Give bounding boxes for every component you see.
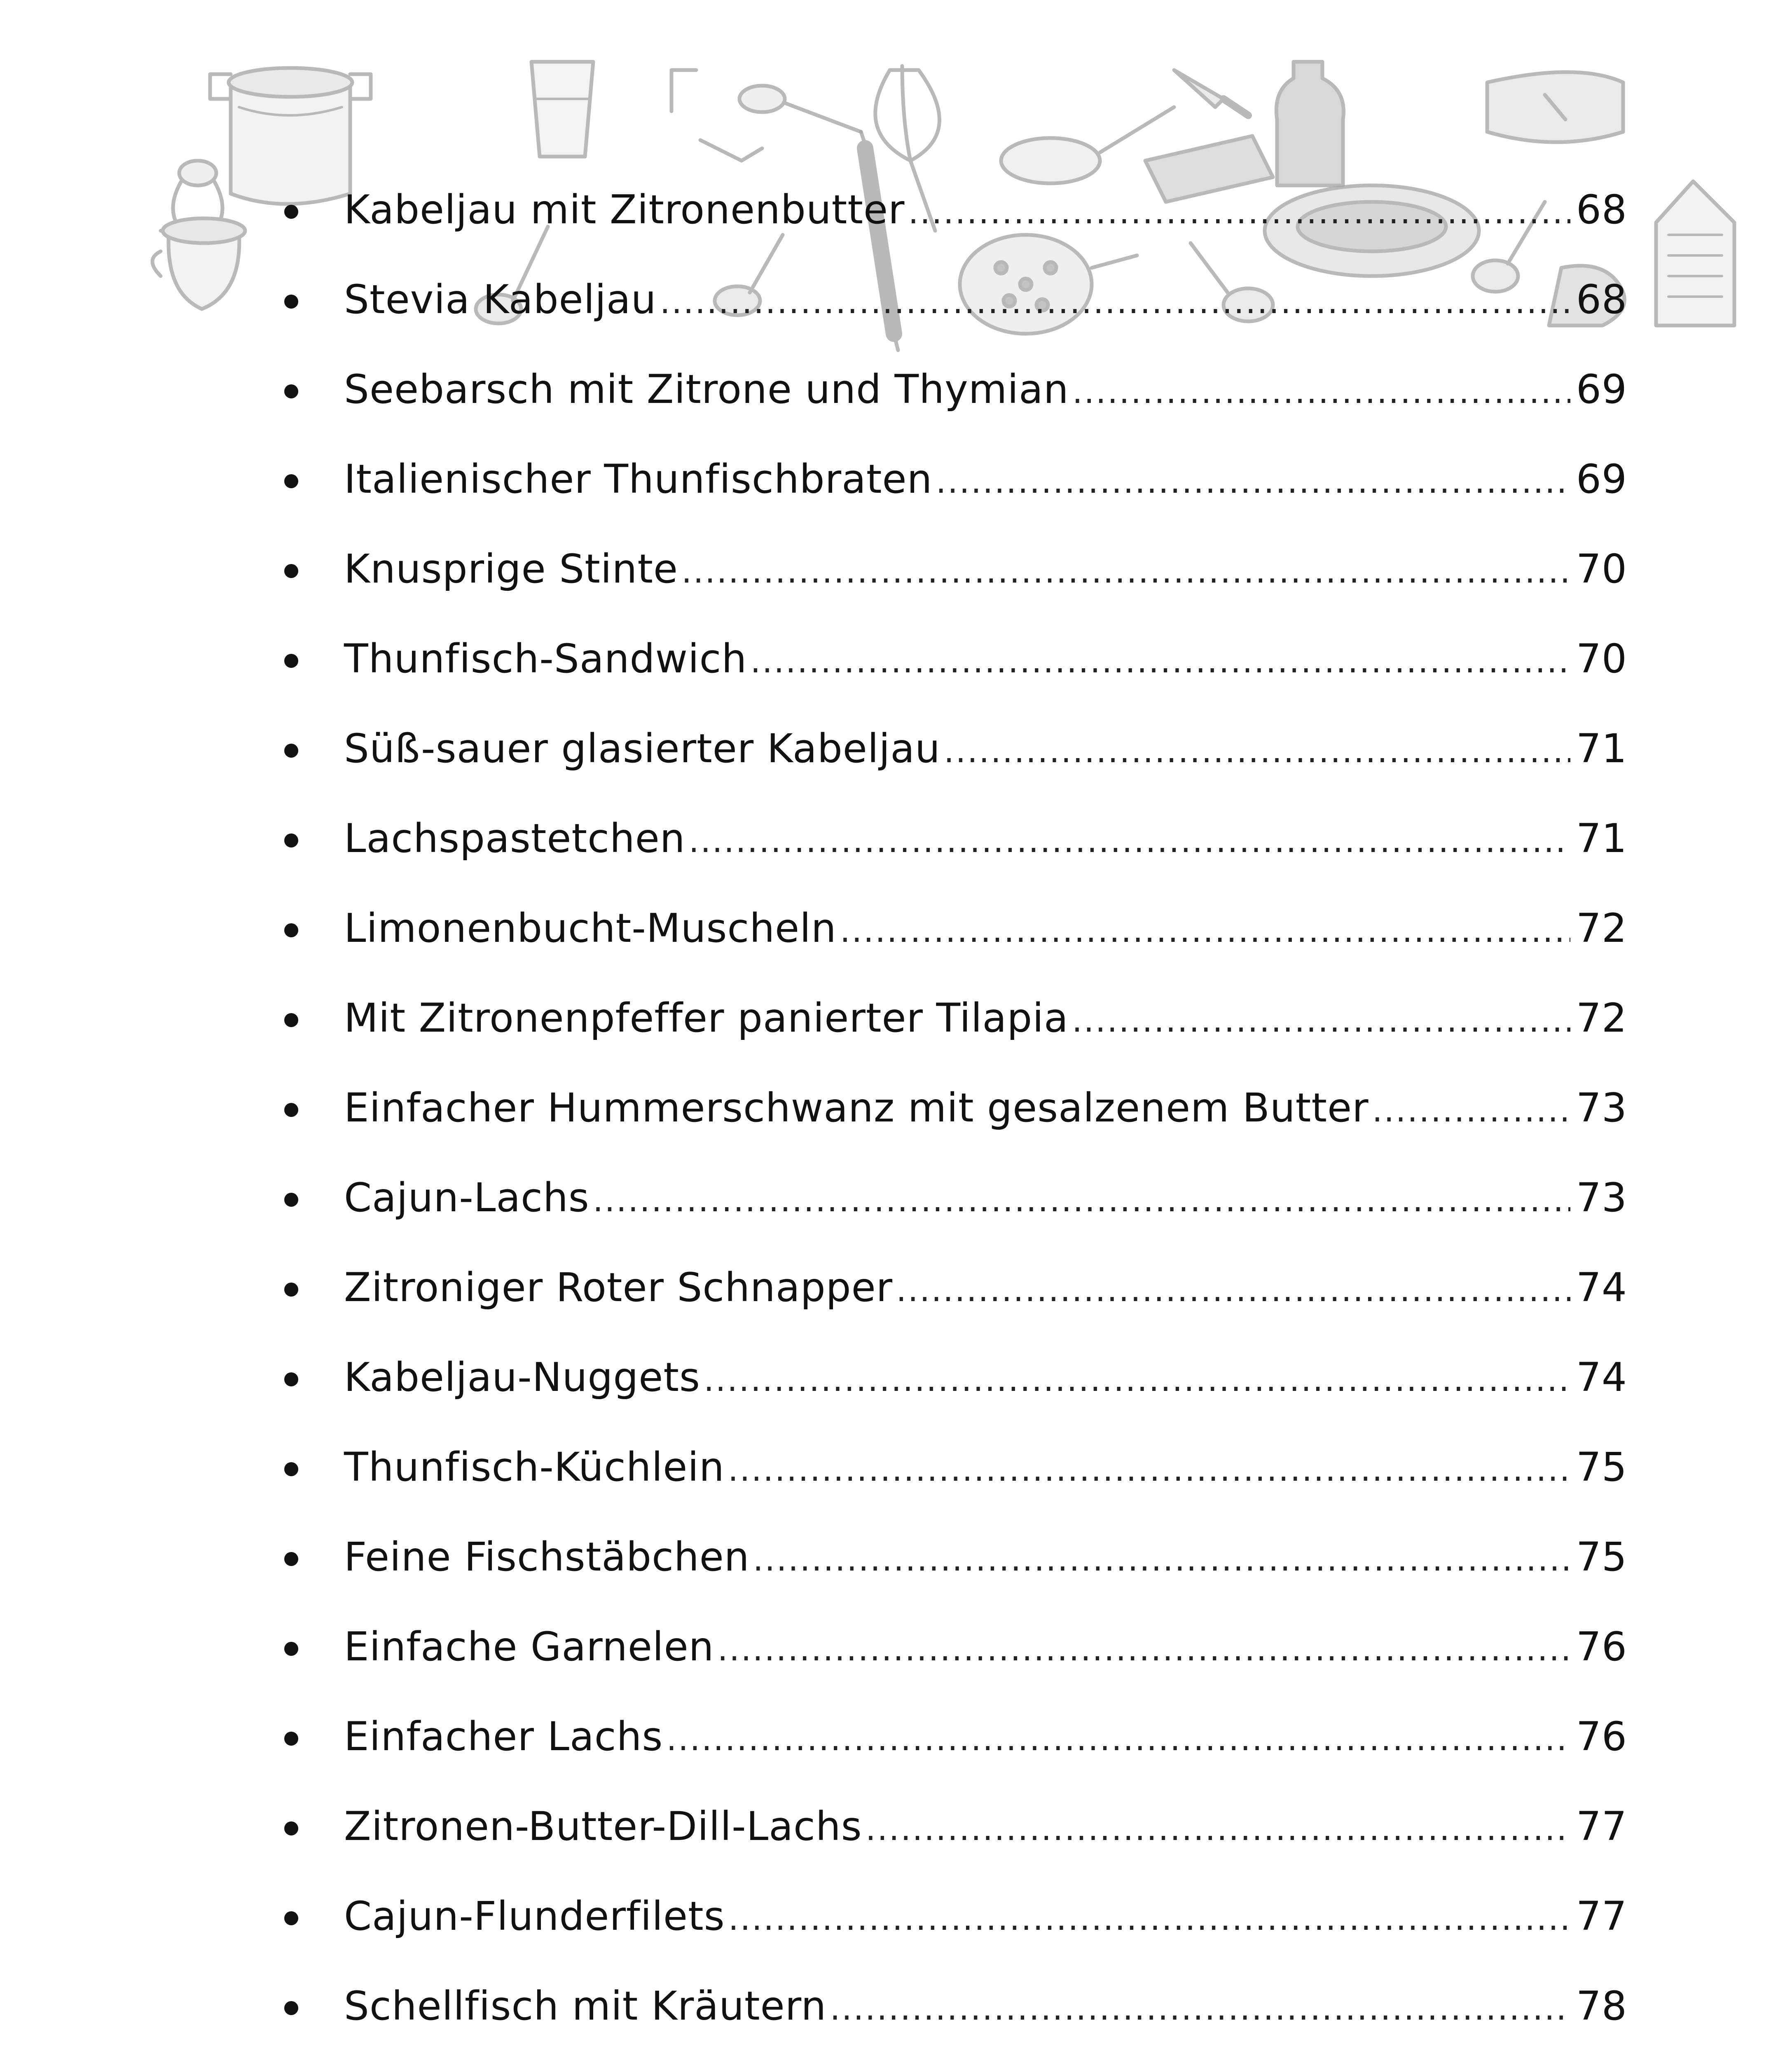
bullet-icon (284, 833, 298, 847)
toc-entry-page: 71 (1576, 726, 1627, 772)
toc-entry[interactable] (268, 1512, 1627, 1602)
toc-entry-title[interactable]: Seebarsch mit Zitrone und Thymian (344, 366, 1069, 412)
toc-entry-page: 77 (1576, 1893, 1627, 1939)
toc-entry[interactable] (268, 255, 1627, 344)
toc-entry-title[interactable]: Feine Fischstäbchen (344, 1534, 750, 1580)
toc-entry[interactable] (268, 883, 1627, 973)
toc-entry[interactable] (268, 614, 1627, 704)
toc-entry-page: 76 (1576, 1624, 1627, 1670)
cake-ring-icon (1487, 72, 1623, 142)
toc-entry[interactable] (268, 344, 1627, 434)
toc-entry-title[interactable]: Schellfisch mit Kräutern (344, 1983, 827, 2029)
bullet-icon (284, 2001, 298, 2015)
bullet-icon (284, 1821, 298, 1835)
toc-entry-title[interactable]: Zitroniger Roter Schnapper (344, 1264, 893, 1311)
bullet-icon (284, 1193, 298, 1207)
toc-entry-page: 75 (1576, 1444, 1627, 1490)
toc-entry-title[interactable]: Limonenbucht-Muscheln (344, 905, 837, 951)
toc-entry[interactable] (268, 1781, 1627, 1871)
toc-entry-page: 74 (1576, 1264, 1627, 1311)
toc-entry[interactable] (268, 1692, 1627, 1781)
toc-leader-dots (704, 1363, 1570, 1396)
bullet-icon (284, 474, 298, 488)
toc-entry-page: 69 (1576, 366, 1627, 412)
bullet-icon (284, 744, 298, 758)
bullet-icon (284, 1642, 298, 1656)
grater-icon (1656, 181, 1734, 325)
toc-entry-page: 68 (1576, 276, 1627, 323)
toc-entry-title[interactable]: Thunfisch-Sandwich (344, 636, 747, 682)
toc-entry-title[interactable]: Kabeljau mit Zitronenbutter (344, 187, 905, 233)
toc-entry[interactable] (268, 2051, 1627, 2060)
toc-leader-dots (753, 1543, 1570, 1576)
toc-leader-dots (750, 645, 1570, 678)
toc-leader-dots (944, 735, 1570, 768)
bullet-icon (284, 564, 298, 578)
toc-leader-dots (1372, 1094, 1570, 1127)
toc-entry-page: 72 (1576, 905, 1627, 951)
toc-entry-title[interactable]: Einfache Garnelen (344, 1624, 714, 1670)
toc-entry-title[interactable]: Einfacher Hummerschwanz mit gesalzenem Butter (344, 1085, 1369, 1131)
toc-leader-dots (830, 1992, 1570, 2025)
bullet-icon (284, 1372, 298, 1386)
toc-leader-dots (840, 914, 1570, 947)
bullet-icon (284, 295, 298, 309)
toc-entry[interactable] (268, 165, 1627, 255)
toc-leader-dots (936, 465, 1570, 498)
toc-entry[interactable] (268, 1332, 1627, 1422)
toc-leader-dots (681, 555, 1570, 588)
toc-entry-title[interactable]: Knusprige Stinte (344, 546, 678, 592)
spoon-icon (671, 70, 861, 161)
toc-entry-page: 72 (1576, 995, 1627, 1041)
toc-entry[interactable] (268, 704, 1627, 794)
toc-entry-page: 76 (1576, 1714, 1627, 1760)
toc-entry-title[interactable]: Süß-sauer glasierter Kabeljau (344, 726, 940, 772)
toc-entry[interactable] (268, 524, 1627, 614)
toc-entry-title[interactable]: Thunfisch-Küchlein (344, 1444, 725, 1490)
toc-entry[interactable] (268, 1243, 1627, 1332)
toc-leader-dots (908, 196, 1570, 229)
knife-icon (1174, 70, 1248, 115)
toc-entry-page: 73 (1576, 1085, 1627, 1131)
toc-leader-dots (896, 1273, 1570, 1306)
bullet-icon (284, 1911, 298, 1925)
bullet-icon (284, 205, 298, 219)
toc-entry-page: 68 (1576, 187, 1627, 233)
toc-entry-title[interactable]: Kabeljau-Nuggets (344, 1354, 700, 1400)
toc-entry-title[interactable]: Cajun-Lachs (344, 1175, 590, 1221)
bullet-icon (284, 1013, 298, 1027)
toc-entry-page: 71 (1576, 815, 1627, 861)
toc-entry[interactable] (268, 434, 1627, 524)
toc-leader-dots (666, 1723, 1570, 1756)
toc-entry[interactable] (268, 794, 1627, 883)
toc-entry-page: 69 (1576, 456, 1627, 502)
toc-leader-dots (1072, 375, 1570, 408)
toc-entry-page: 74 (1576, 1354, 1627, 1400)
toc-entry-page: 75 (1576, 1534, 1627, 1580)
toc-leader-dots (717, 1633, 1570, 1666)
toc-entry-title[interactable]: Italienischer Thunfischbraten (344, 456, 933, 502)
toc-entry[interactable] (268, 1871, 1627, 1961)
bullet-icon (284, 1552, 298, 1566)
toc-leader-dots (866, 1812, 1570, 1845)
bullet-icon (284, 654, 298, 668)
toc-entry-page: 70 (1576, 546, 1627, 592)
bullet-icon (284, 1103, 298, 1117)
bullet-icon (284, 1283, 298, 1297)
bullet-icon (284, 1462, 298, 1476)
toc-entry-title[interactable]: Lachspastetchen (344, 815, 685, 861)
bullet-icon (284, 1732, 298, 1746)
toc-leader-dots (1072, 1004, 1570, 1037)
bullet-icon (284, 384, 298, 398)
toc-entry[interactable] (268, 1153, 1627, 1243)
toc-entry-page: 77 (1576, 1803, 1627, 1849)
toc-entry[interactable] (268, 1422, 1627, 1512)
toc-entry-title[interactable]: Mit Zitronenpfeffer panierter Tilapia (344, 995, 1069, 1041)
toc-entry-page: 78 (1576, 1983, 1627, 2029)
glass-icon (531, 62, 593, 157)
toc-leader-dots (728, 1453, 1570, 1486)
toc-entry[interactable] (268, 1602, 1627, 1692)
toc-leader-dots (660, 286, 1570, 318)
bullet-icon (284, 923, 298, 937)
toc-entry[interactable] (268, 1063, 1627, 1153)
toc-leader-dots (689, 824, 1570, 857)
toc-entry[interactable] (268, 1961, 1627, 2051)
toc-entry[interactable] (268, 973, 1627, 1063)
toc-entry-title[interactable]: Cajun-Flunderfilets (344, 1893, 725, 1939)
toc-leader-dots (728, 1902, 1570, 1935)
toc-entry-page: 70 (1576, 636, 1627, 682)
toc-entry-title[interactable]: Stevia Kabeljau (344, 276, 657, 323)
toc-entry-title[interactable]: Einfacher Lachs (344, 1714, 663, 1760)
toc-entry-title[interactable]: Zitronen-Butter-Dill-Lachs (344, 1803, 862, 1849)
toc-entry-page: 73 (1576, 1175, 1627, 1221)
table-of-contents (268, 165, 1627, 2060)
toc-leader-dots (593, 1184, 1570, 1217)
